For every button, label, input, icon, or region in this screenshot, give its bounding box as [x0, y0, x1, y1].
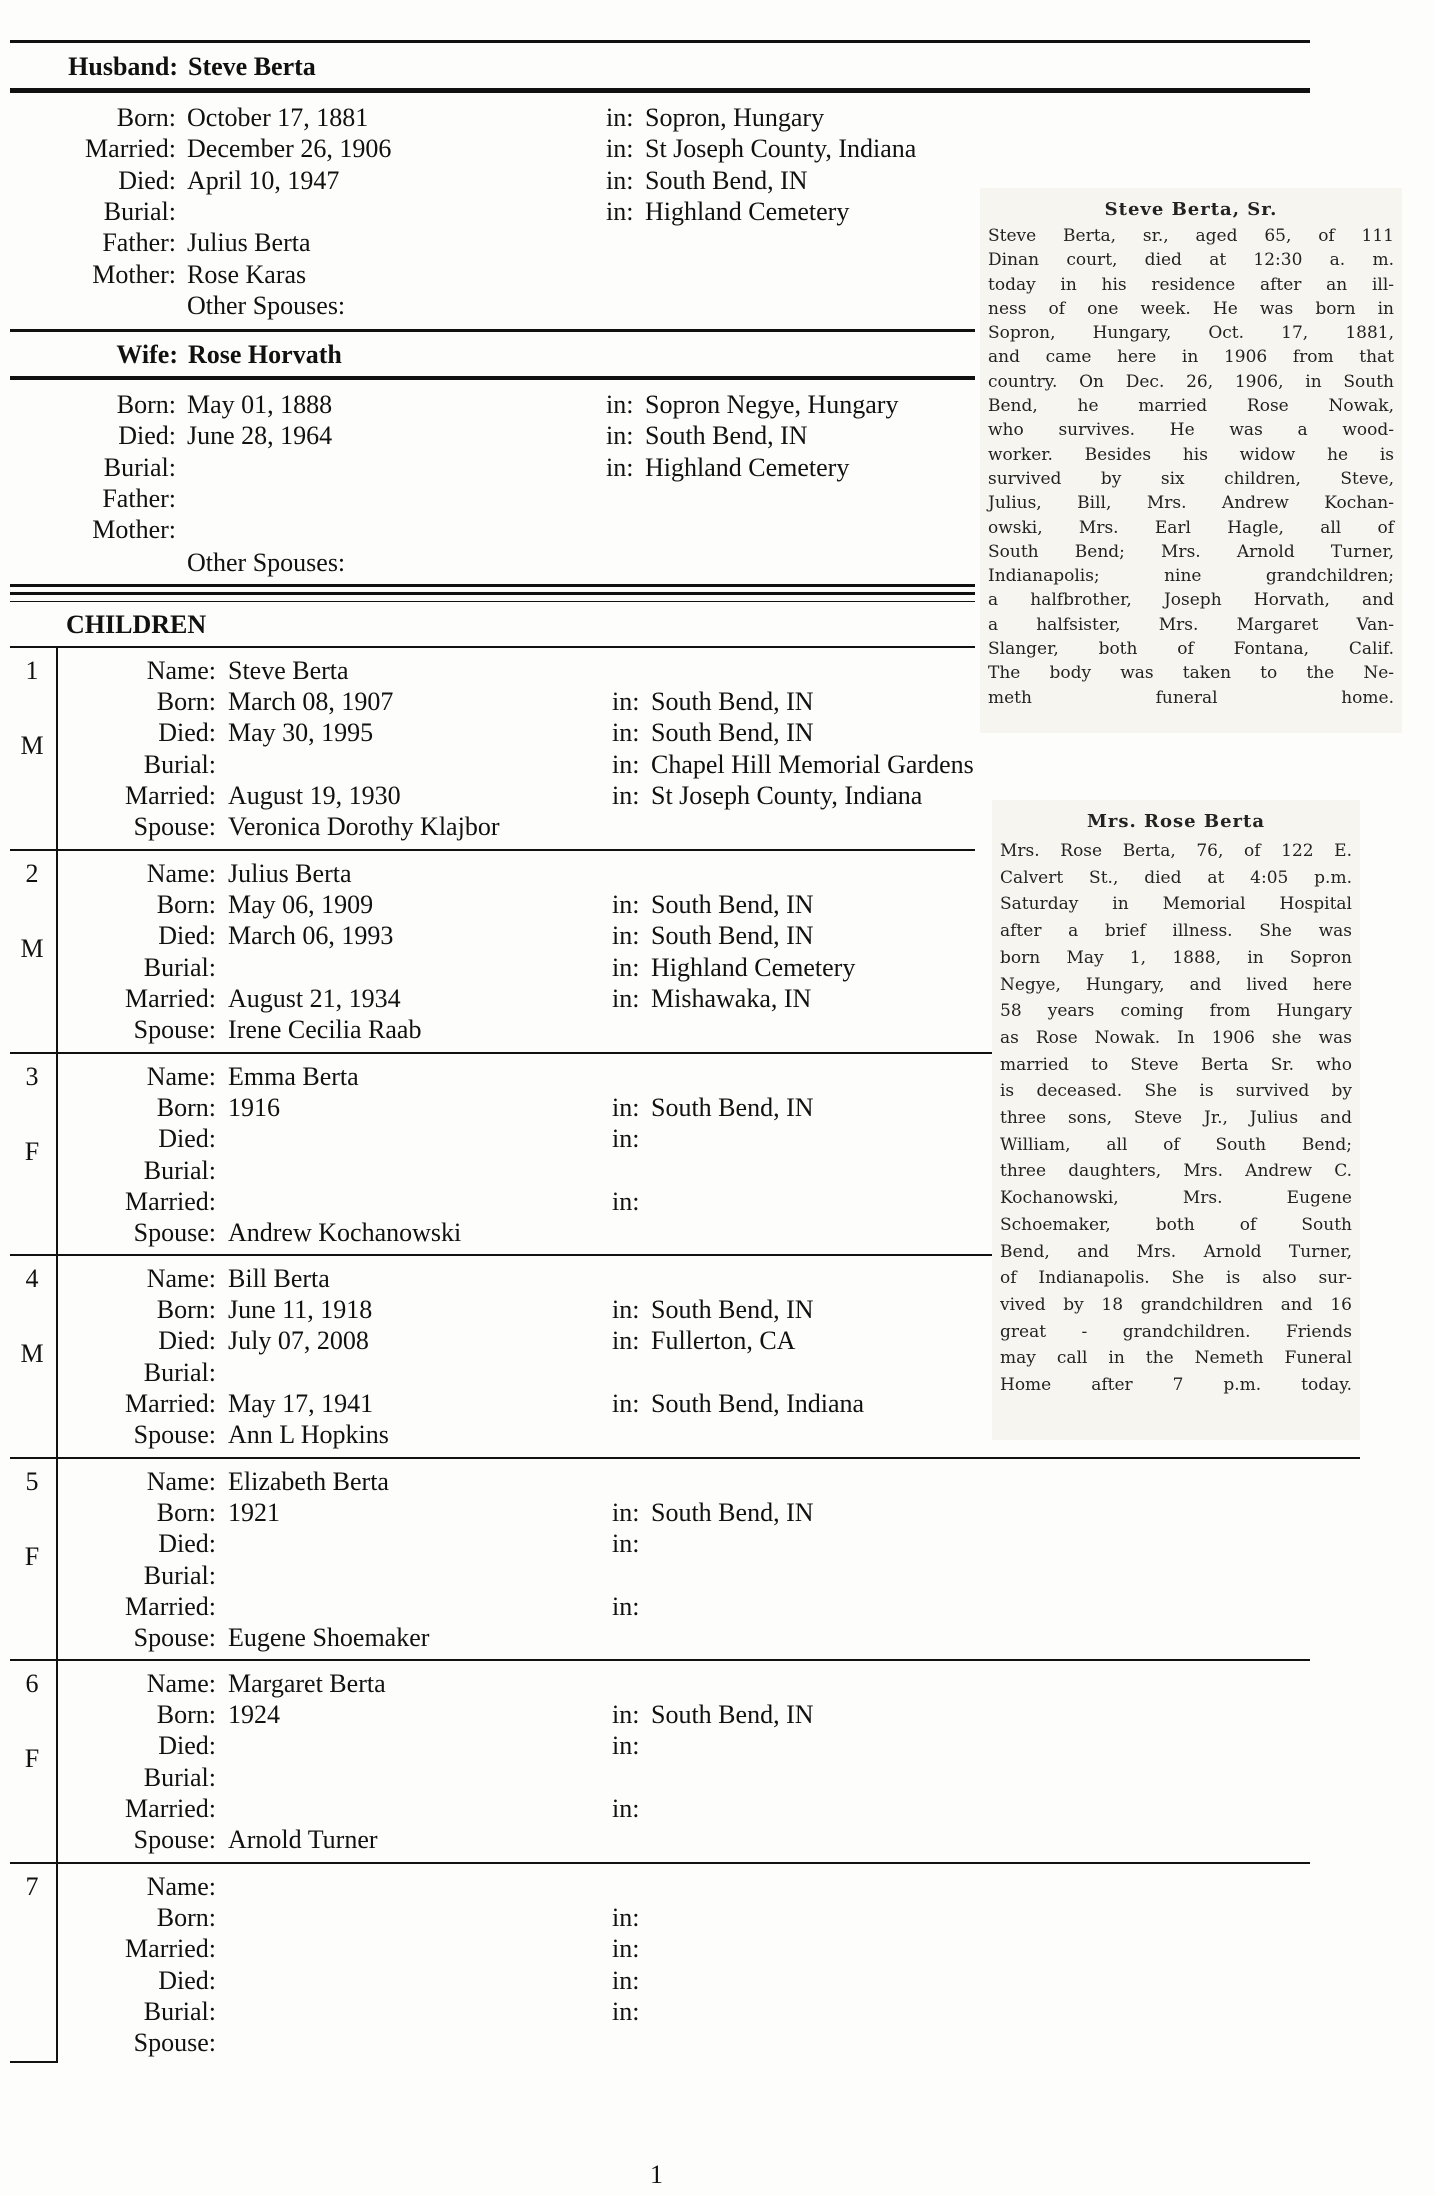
child-row-label: Spouse:: [133, 1623, 216, 1652]
child-row-label: Burial:: [143, 952, 216, 982]
child-row-label: Born:: [156, 1498, 216, 1528]
husband-row-in-label: in:: [606, 196, 634, 226]
child-row-value: August 19, 1930: [228, 780, 401, 810]
husband-row-in-label: in:: [606, 134, 634, 164]
top-rule: [10, 40, 1310, 43]
obituary-husband-line: a halfbrother, Joseph Horvath, and: [988, 590, 1394, 611]
child-row-in-label: in:: [612, 1793, 640, 1823]
child-row-value: May 17, 1941: [228, 1388, 374, 1418]
child-row-in-label: in:: [612, 1124, 640, 1154]
obituary-wife-line: vived by 18 grandchildren and 16: [1000, 1294, 1352, 1315]
obituary-husband-line: Sopron, Hungary, Oct. 17, 1881,: [988, 323, 1394, 344]
page-number: 1: [650, 2160, 663, 2189]
child-row-label: Name:: [146, 1872, 216, 1901]
child-row-label: Spouse:: [133, 1015, 216, 1044]
children-heading: CHILDREN: [66, 610, 207, 639]
children-col-divider: [56, 646, 58, 2063]
obituary-wife-line: after a brief illness. She was: [1000, 921, 1352, 942]
husband-row-place: South Bend, IN: [645, 165, 808, 195]
wife-row-in-label: in:: [606, 421, 634, 451]
obituary-husband-line: country. On Dec. 26, 1906, in South: [988, 371, 1394, 392]
wife-row-value: May 01, 1888: [187, 390, 333, 419]
child-row-label: Married:: [125, 780, 216, 810]
child-sex: F: [24, 1744, 40, 1773]
obituary-wife-line: Kochanowski, Mrs. Eugene: [1000, 1188, 1352, 1209]
child-row-place: South Bend, Indiana: [651, 1388, 865, 1418]
obituary-wife-line: born May 1, 1888, in Sopron: [1000, 947, 1352, 968]
obituary-wife-line: William, all of South Bend;: [1000, 1134, 1352, 1155]
husband-row-label: Born:: [116, 103, 176, 132]
child-number: 7: [25, 1872, 39, 1901]
husband-row-place: Highland Cemetery: [645, 196, 850, 226]
child-row-label: Burial:: [143, 1357, 216, 1387]
child-row-in-label: in:: [612, 718, 640, 748]
child-row-in-label: in:: [612, 1965, 640, 1995]
obituary-wife-line: 58 years coming from Hungary: [1000, 1001, 1352, 1022]
child-row-label: Burial:: [143, 1155, 216, 1185]
child-row-value: March 08, 1907: [228, 687, 394, 717]
child-row-in-label: in:: [612, 1326, 640, 1356]
child-divider: [10, 1862, 1310, 1864]
children-table-top: [10, 646, 975, 648]
child-sex: F: [24, 1137, 40, 1166]
child-row-label: Spouse:: [133, 1420, 216, 1449]
husband-name: Steve Berta: [188, 52, 316, 81]
wife-row-label: Born:: [116, 390, 176, 419]
child-row-label: Died:: [158, 1124, 216, 1154]
child-row-value: Andrew Kochanowski: [228, 1218, 462, 1247]
children-rule-3: [10, 601, 975, 602]
child-row-place: South Bend, IN: [651, 921, 814, 951]
child-number: 4: [25, 1264, 39, 1293]
child-row-label: Name:: [146, 1062, 216, 1091]
children-rule-2: [10, 592, 975, 595]
child-row-value: Ann L Hopkins: [228, 1420, 389, 1449]
child-row-label: Name:: [146, 1669, 216, 1698]
child-row-label: Burial:: [143, 1560, 216, 1590]
obituary-husband-line: and came here in 1906 from that: [988, 347, 1394, 368]
wife-row-label: Father:: [102, 483, 176, 513]
husband-row-value: October 17, 1881: [187, 103, 369, 132]
wife-other-spouses: Other Spouses:: [187, 548, 346, 577]
obituary-wife-line: Home after 7 p.m. today.: [1000, 1375, 1352, 1396]
child-row-label: Spouse:: [133, 1218, 216, 1247]
obituary-wife-title: Mrs. Rose Berta: [1086, 811, 1266, 832]
obituary-husband-line: who survives. He was a wood-: [988, 420, 1394, 441]
child-row-in-label: in:: [612, 1498, 640, 1528]
child-row-value: Margaret Berta: [228, 1669, 386, 1698]
child-row-in-label: in:: [612, 952, 640, 982]
child-row-value: March 06, 1993: [228, 921, 394, 951]
child-row-value: Irene Cecilia Raab: [228, 1015, 422, 1044]
child-row-in-label: in:: [612, 1700, 640, 1730]
child-number: 5: [25, 1467, 39, 1496]
child-row-label: Born:: [156, 1295, 216, 1325]
child-row-label: Born:: [156, 1093, 216, 1123]
child-row-place: Mishawaka, IN: [651, 983, 812, 1013]
child-row-value: Elizabeth Berta: [228, 1467, 389, 1496]
child-row-in-label: in:: [612, 687, 640, 717]
wife-row-in-label: in:: [606, 390, 634, 419]
child-row-label: Name:: [146, 1264, 216, 1293]
wife-row-label: Burial:: [103, 452, 176, 482]
husband-row-label: Burial:: [103, 196, 176, 226]
child-sex: M: [20, 934, 44, 963]
husband-rule: [10, 88, 1310, 93]
child-sex: F: [24, 1542, 40, 1571]
obituary-wife-line: may call in the Nemeth Funeral: [1000, 1348, 1352, 1369]
obituary-wife-line: Bend, and Mrs. Arnold Turner,: [1000, 1241, 1352, 1262]
child-divider: [10, 1659, 1310, 1661]
child-row-place: South Bend, IN: [651, 718, 814, 748]
obituary-husband-line: Slanger, both of Fontana, Calif.: [988, 639, 1394, 660]
wife-heading: Wife:: [116, 340, 178, 369]
wife-row-place: Sopron Negye, Hungary: [645, 390, 899, 419]
child-row-place: Chapel Hill Memorial Gardens: [651, 749, 974, 779]
husband-row-label: Married:: [85, 134, 176, 164]
child-row-value: August 21, 1934: [228, 983, 401, 1013]
child-row-place: St Joseph County, Indiana: [651, 780, 923, 810]
child-row-in-label: in:: [612, 1529, 640, 1559]
husband-row-value: April 10, 1947: [187, 165, 340, 195]
child-row-label: Died:: [158, 1731, 216, 1761]
obituary-wife-line: Schoemaker, both of South: [1000, 1214, 1352, 1235]
husband-row-place: Sopron, Hungary: [645, 103, 825, 132]
child-row-value: July 07, 2008: [228, 1326, 369, 1356]
child-row-in-label: in:: [612, 1934, 640, 1964]
child-row-label: Born:: [156, 1700, 216, 1730]
child-row-label: Married:: [125, 1388, 216, 1418]
child-row-value: Steve Berta: [228, 656, 349, 685]
obituary-wife-line: Mrs. Rose Berta, 76, of 122 E.: [1000, 841, 1352, 861]
child-row-in-label: in:: [612, 1093, 640, 1123]
child-row-value: Arnold Turner: [228, 1825, 378, 1854]
wife-name: Rose Horvath: [188, 340, 342, 369]
child-row-label: Married:: [125, 1793, 216, 1823]
child-row-label: Born:: [156, 687, 216, 717]
husband-row-in-label: in:: [606, 165, 634, 195]
child-row-value: Emma Berta: [228, 1062, 359, 1091]
child-number: 6: [25, 1669, 39, 1698]
obituary-wife-line: Saturday in Memorial Hospital: [1000, 894, 1352, 915]
obituary-husband-line: Bend, he married Rose Nowak,: [988, 396, 1394, 417]
child-row-label: Married:: [125, 1934, 216, 1964]
child-row-in-label: in:: [612, 780, 640, 810]
child-row-place: South Bend, IN: [651, 1093, 814, 1123]
child-row-label: Spouse:: [133, 1825, 216, 1854]
child-row-value: Julius Berta: [228, 859, 352, 888]
obituary-husband-line: ness of one week. He was born in: [988, 298, 1394, 319]
child-row-place: Highland Cemetery: [651, 952, 856, 982]
obituary-wife-line: Negye, Hungary, and lived here: [1000, 974, 1352, 995]
obituary-wife-line: Calvert St., died at 4:05 p.m.: [1000, 867, 1352, 888]
husband-row-label: Father:: [102, 228, 176, 258]
child-row-place: South Bend, IN: [651, 687, 814, 717]
obituary-husband-line: South Bend; Mrs. Arnold Turner,: [988, 541, 1394, 562]
obituary-husband-line: meth funeral home.: [988, 687, 1394, 708]
obituary-husband-line: today in his residence after an ill-: [988, 274, 1394, 295]
child-row-value: Eugene Shoemaker: [228, 1623, 430, 1652]
obituary-husband-line: Indianapolis; nine grandchildren;: [988, 566, 1394, 587]
child-row-label: Burial:: [143, 749, 216, 779]
obituary-wife-line: great - grandchildren. Friends: [1000, 1321, 1352, 1342]
obituary-wife-line: three sons, Steve Jr., Julius and: [1000, 1108, 1352, 1129]
child-row-value: May 30, 1995: [228, 718, 374, 748]
wife-row-value: June 28, 1964: [187, 421, 333, 451]
child-row-label: Name:: [146, 656, 216, 685]
child-row-label: Name:: [146, 859, 216, 888]
child-row-label: Burial:: [143, 1996, 216, 2026]
child-row-value: 1916: [228, 1093, 280, 1123]
obituary-husband-line: The body was taken to the Ne-: [988, 663, 1394, 684]
obituary-husband-line: survived by six children, Steve,: [988, 468, 1394, 489]
obituary-husband-line: worker. Besides his widow he is: [988, 444, 1394, 465]
child-row-in-label: in:: [612, 890, 640, 920]
child-row-value: 1921: [228, 1498, 280, 1528]
husband-heading: Husband:: [68, 52, 178, 81]
child-row-label: Died:: [158, 1965, 216, 1995]
wife-row-place: South Bend, IN: [645, 421, 808, 451]
husband-row-label: Mother:: [92, 259, 176, 289]
child-row-in-label: in:: [612, 1186, 640, 1216]
children-rule-1: [10, 584, 975, 587]
children-table-bottom: [10, 2061, 56, 2063]
child-row-in-label: in:: [612, 921, 640, 951]
child-row-label: Died:: [158, 1326, 216, 1356]
husband-row-label: Died:: [118, 165, 176, 195]
child-row-label: Died:: [158, 1529, 216, 1559]
husband-other-spouses: Other Spouses:: [187, 290, 346, 320]
wife-row-in-label: in:: [606, 452, 634, 482]
child-row-label: Burial:: [143, 1762, 216, 1792]
child-number: 1: [25, 656, 39, 685]
child-row-label: Died:: [158, 718, 216, 748]
child-row-place: South Bend, IN: [651, 890, 814, 920]
wife-row-label: Mother:: [92, 515, 176, 545]
child-number: 2: [25, 859, 39, 888]
wife-rule-top: [10, 329, 975, 332]
child-row-in-label: in:: [612, 983, 640, 1013]
child-row-value: Bill Berta: [228, 1264, 330, 1293]
husband-row-in-label: in:: [606, 103, 634, 132]
wife-rule-bottom: [10, 376, 975, 380]
child-row-label: Born:: [156, 1903, 216, 1933]
obituary-husband-title: Steve Berta, Sr.: [1104, 199, 1278, 220]
child-number: 3: [25, 1062, 39, 1091]
wife-row-place: Highland Cemetery: [645, 452, 850, 482]
child-row-place: South Bend, IN: [651, 1700, 814, 1730]
child-row-label: Name:: [146, 1467, 216, 1496]
child-divider: [10, 1457, 1360, 1459]
obituary-wife-line: is deceased. She is survived by: [1000, 1081, 1352, 1102]
obituary-clipping-wife: [992, 800, 1360, 1440]
child-row-in-label: in:: [612, 749, 640, 779]
obituary-wife-line: of Indianapolis. She is also sur-: [1000, 1268, 1352, 1289]
husband-row-value: Rose Karas: [187, 259, 307, 289]
obituary-husband-line: a halfsister, Mrs. Margaret Van-: [988, 614, 1394, 635]
child-row-place: Fullerton, CA: [651, 1326, 796, 1356]
obituary-husband-line: Steve Berta, sr., aged 65, of 111: [988, 226, 1394, 246]
husband-row-value: Julius Berta: [187, 228, 311, 258]
child-row-label: Died:: [158, 921, 216, 951]
child-sex: M: [20, 1339, 44, 1368]
husband-row-value: December 26, 1906: [187, 134, 392, 164]
child-divider: [10, 849, 975, 851]
child-row-label: Married:: [125, 1591, 216, 1621]
child-row-in-label: in:: [612, 1731, 640, 1761]
child-row-value: June 11, 1918: [228, 1295, 373, 1325]
child-row-label: Married:: [125, 1186, 216, 1216]
obituary-husband-line: owski, Mrs. Earl Hagle, all of: [988, 517, 1394, 538]
child-row-value: Veronica Dorothy Klajbor: [228, 812, 500, 841]
child-row-place: South Bend, IN: [651, 1295, 814, 1325]
obituary-wife-line: married to Steve Berta Sr. who: [1000, 1054, 1352, 1075]
obituary-wife-line: three daughters, Mrs. Andrew C.: [1000, 1161, 1352, 1182]
child-row-label: Born:: [156, 890, 216, 920]
child-row-place: South Bend, IN: [651, 1498, 814, 1528]
child-row-in-label: in:: [612, 1903, 640, 1933]
obituary-wife-line: as Rose Nowak. In 1906 she was: [1000, 1027, 1352, 1048]
child-row-label: Married:: [125, 983, 216, 1013]
child-row-label: Spouse:: [133, 812, 216, 841]
child-row-value: May 06, 1909: [228, 890, 374, 920]
obituary-husband-line: Julius, Bill, Mrs. Andrew Kochan-: [988, 493, 1394, 514]
child-row-in-label: in:: [612, 1388, 640, 1418]
child-sex: M: [20, 731, 44, 760]
child-row-value: 1924: [228, 1700, 280, 1730]
child-row-in-label: in:: [612, 1996, 640, 2026]
child-row-in-label: in:: [612, 1295, 640, 1325]
child-row-label: Spouse:: [133, 2028, 216, 2057]
obituary-clipping-husband: [980, 188, 1402, 733]
husband-row-place: St Joseph County, Indiana: [645, 134, 917, 164]
wife-row-label: Died:: [118, 421, 176, 451]
child-row-in-label: in:: [612, 1591, 640, 1621]
obituary-husband-line: Dinan court, died at 12:30 a. m.: [988, 250, 1394, 271]
